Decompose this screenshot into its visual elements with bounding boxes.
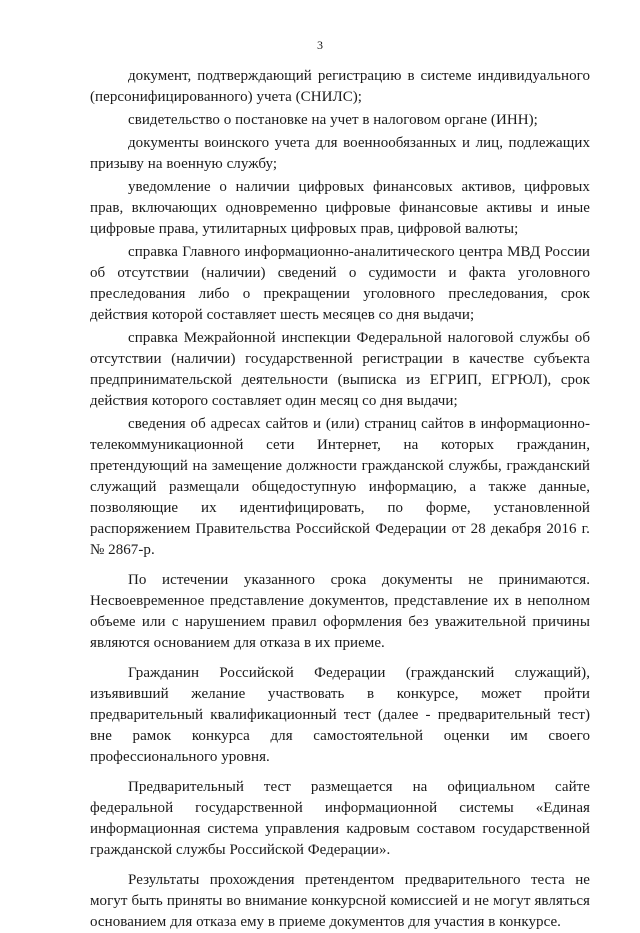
paragraph-website-information: сведения об адресах сайтов и (или) страниц сайтов в информационно-телекоммуникационной сети Интернет, на которых гражданин, претендующий на замещение должности гражданской службы, гражданский служащий размещали общедоступную информацию, а также данные, позволяющие их идентифицировать, по форме, установленной распоряжением Правительства Российской Федерации от 28 декабря 2016 г. № 2867-р. <box>90 416 590 558</box>
paragraph-criminal-record-certificate: справка Главного информационно-аналитического центра МВД России об отсутствии (наличии) сведений о судимости и факта уголовного преследования либо о прекращении уголовного преследования, срок действия которой составляет шесть месяцев со дня выдачи; <box>90 244 590 323</box>
paragraph-tax-service-certificate: справка Межрайонной инспекции Федеральной налоговой службы об отсутствии (наличии) государственной регистрации в качестве субъекта предпринимательской деятельности (выписка из ЕГРИП, ЕГРЮЛ), срок действия которого составляет один месяц со дня выдачи; <box>90 330 590 409</box>
paragraph-test-placement: Предварительный тест размещается на официальном сайте федеральной государственной информационной системы «Единая информационная система управления кадровым составом государственной гражданской службы Российской Федерации». <box>90 779 590 858</box>
document-body <box>90 66 590 933</box>
page-number: 3 <box>317 38 323 52</box>
paragraph-digital-assets: уведомление о наличии цифровых финансовых активов, цифровых прав, включающих одновременно цифровые финансовые активы и иные цифровые права, утилитарных цифровых прав, цифровой валюты; <box>90 179 590 237</box>
paragraph-military-records: документы воинского учета для военнообязанных и лиц, подлежащих призыву на военную службу; <box>90 135 590 172</box>
paragraph-test-results: Результаты прохождения претендентом предварительного теста не могут быть приняты во внимание конкурсной комиссией и не могут являться основанием для отказа ему в приеме документов для участия в конкурсе. <box>90 872 590 930</box>
paragraph-inn: свидетельство о постановке на учет в налоговом органе (ИНН); <box>128 112 538 128</box>
paragraph-snils: документ, подтверждающий регистрацию в системе индивидуального (персонифицированного) учета (СНИЛС); <box>90 68 590 105</box>
paragraph-preliminary-test: Гражданин Российской Федерации (гражданский служащий), изъявивший желание участвовать в конкурсе, может пройти предварительный квалификационный тест (далее - предварительный тест) вне рамок конкурса для самостоятельной оценки им своего профессионального уровня. <box>90 665 590 765</box>
paragraph-deadline-rules: По истечении указанного срока документы не принимаются. Несвоевременное представление документов, представление их в неполном объеме или с нарушением правил оформления без уважительной причины являются основанием для отказа в их приеме. <box>90 572 590 651</box>
